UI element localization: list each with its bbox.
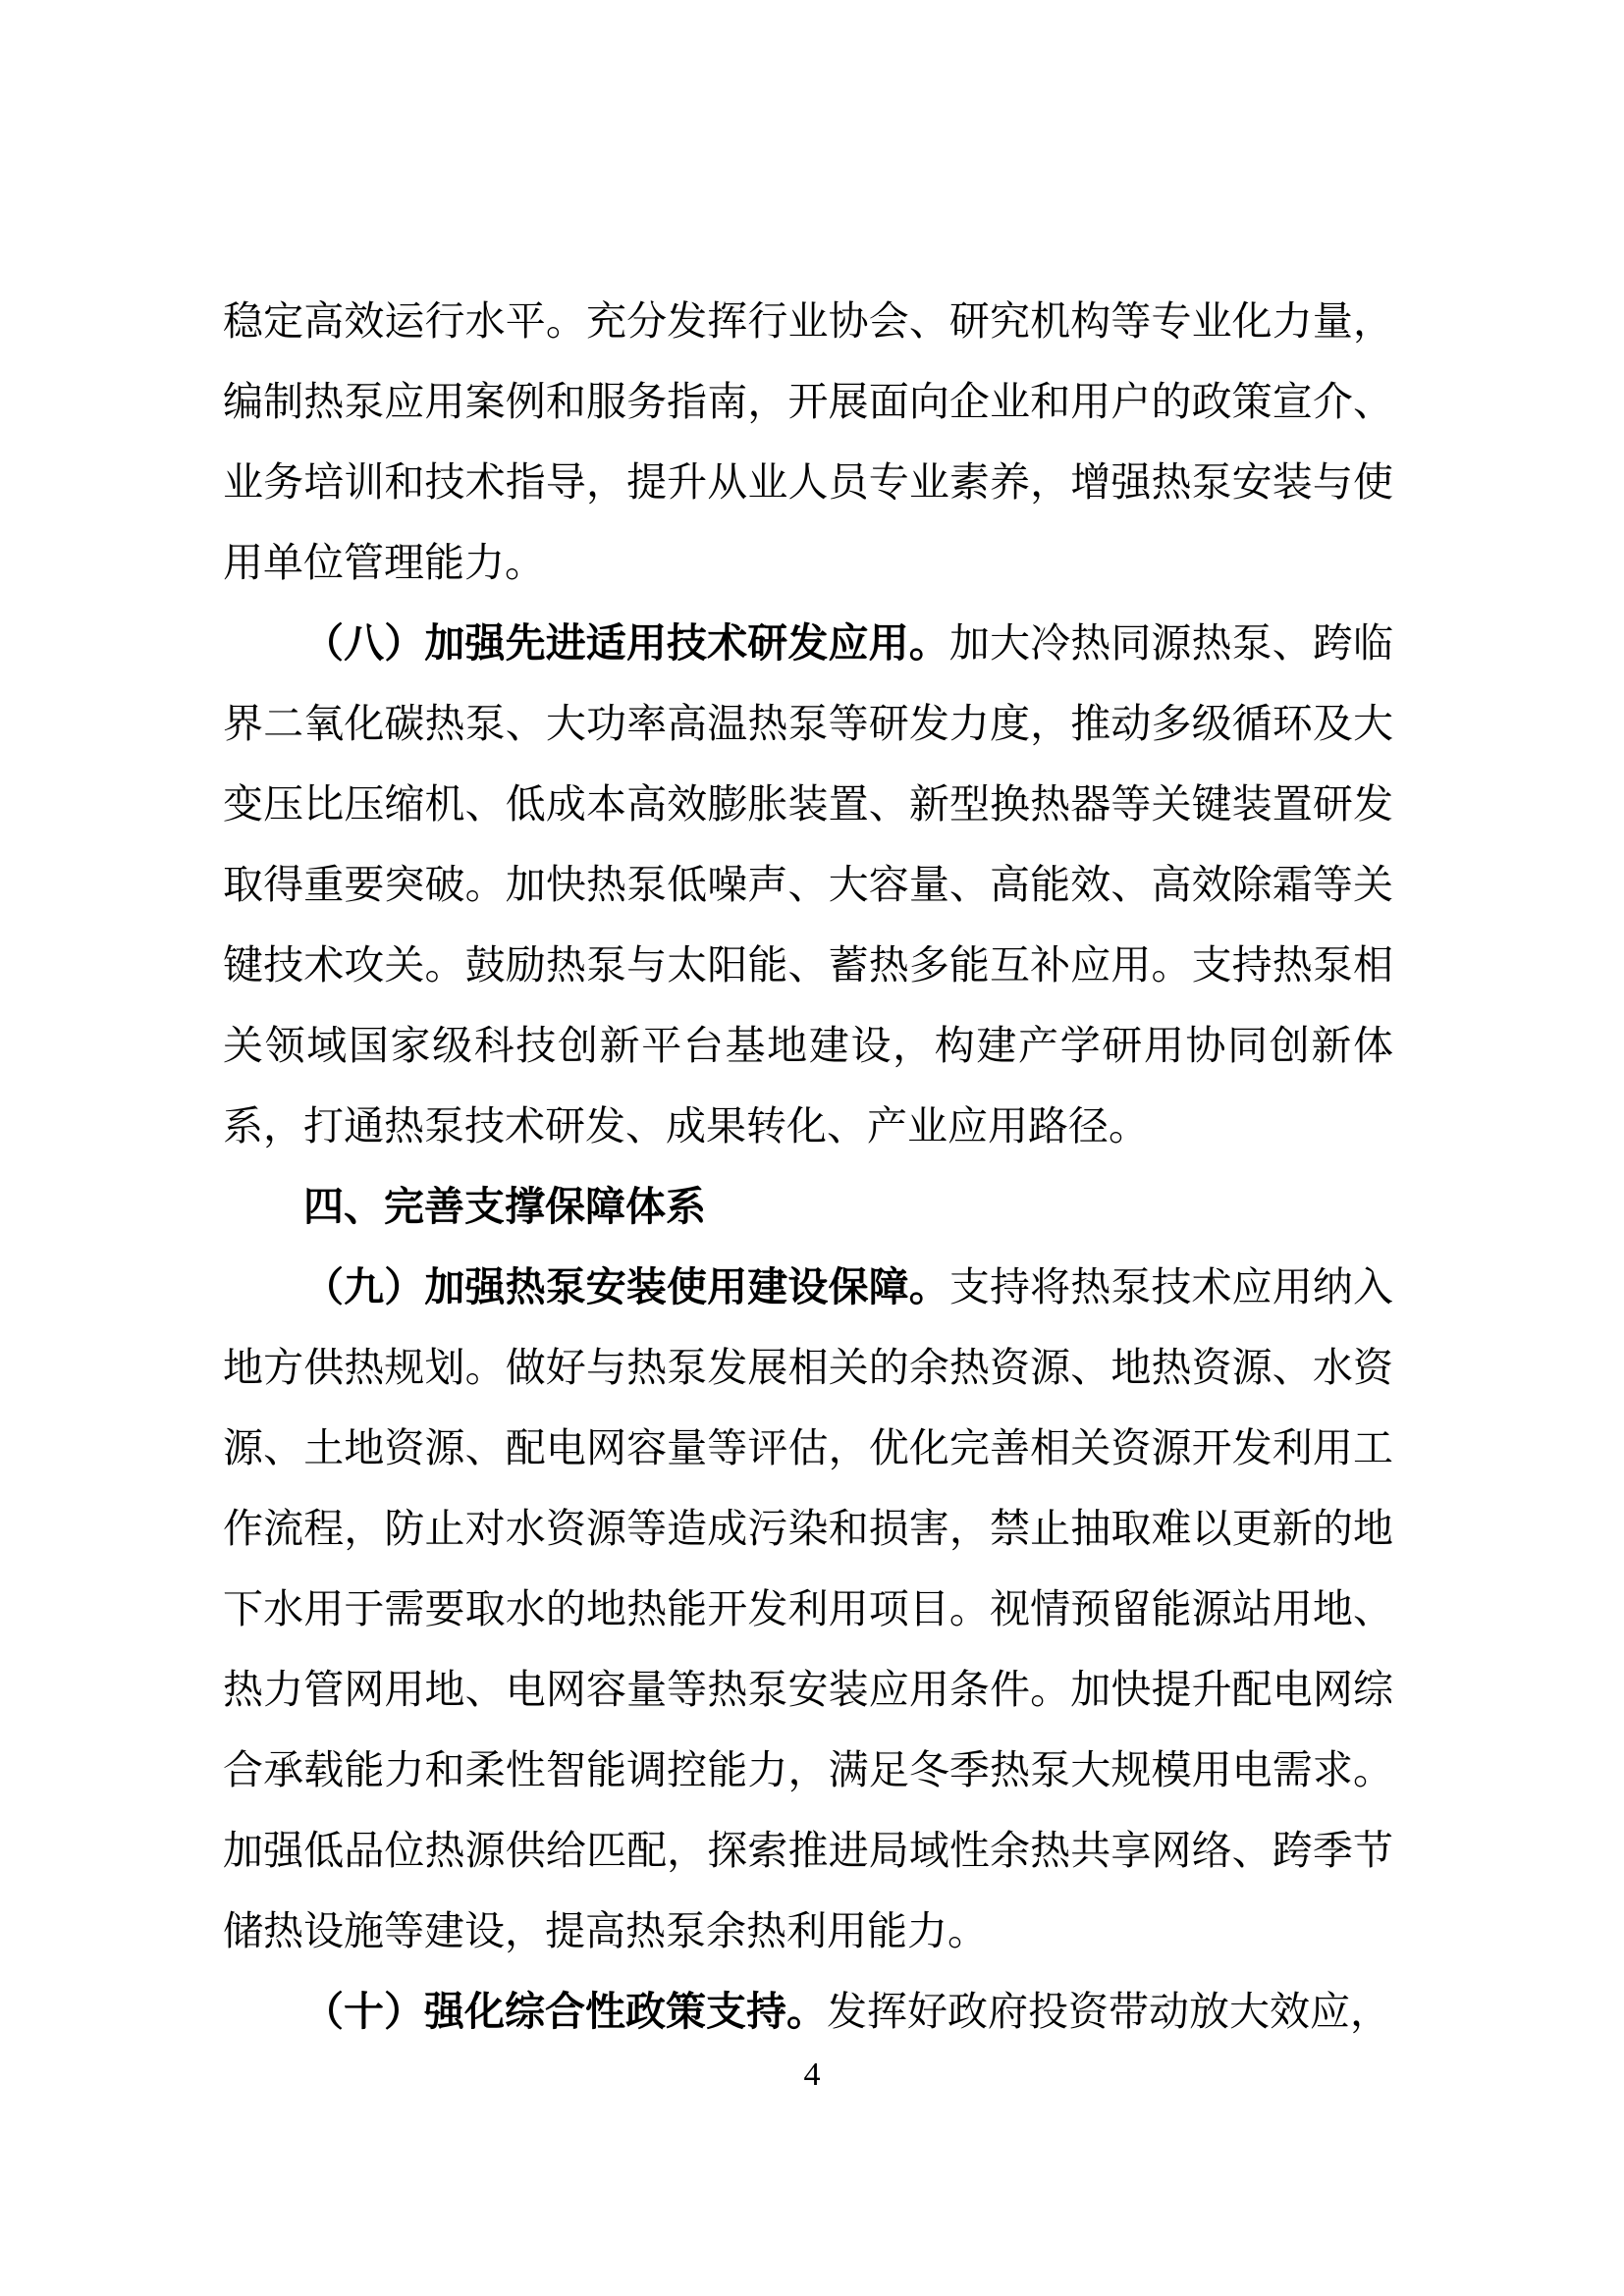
paragraph-text: 支持将热泵技术应用纳入地方供热规划。做好与热泵发展相关的余热资源、地热资源、水资源、土地资源、配电网容量等评估，优化完善相关资源开发利用工作流程，防止对水资源等造成污染和损害，禁止抽取难以更新的地下水用于需要取水的地热能开发利用项目。视情预留能源站用地、热力管网用地、电网容量等热泵安装应用条件。加快提升配电网综合承载能力和柔性智能调控能力，满足冬季热泵大规模用电需求。加强低品位热源供给匹配，探索推进局域性余热共享网络、跨季节储热设施等建设，提高热泵余热利用能力。 bbox=[223, 1264, 1394, 1953]
section-heading: 四、完善支撑保障体系 bbox=[303, 1184, 706, 1229]
paragraph-text: 稳定高效运行水平。充分发挥行业协会、研究机构等专业化力量，编制热泵应用案例和服务指南，开展面向企业和用户的政策宣介、业务培训和技术指导，提升从业人员专业素养，增强热泵安装与使用单位管理能力。 bbox=[223, 298, 1393, 585]
lead-in: （九）加强热泵安装使用建设保障。 bbox=[303, 1264, 949, 1309]
lead-in: （十）强化综合性政策支持。 bbox=[303, 1989, 827, 2034]
lead-in: （八）加强先进适用技术研发应用。 bbox=[303, 620, 949, 666]
page-number: 4 bbox=[803, 2056, 821, 2093]
paragraph bbox=[223, 1247, 1393, 1971]
paragraph-text: 发挥好政府投资带动放大效应， bbox=[827, 1989, 1390, 2034]
body-text bbox=[223, 281, 1393, 2052]
paragraph-text: 加大冷热同源热泵、跨临界二氧化碳热泵、大功率高温热泵等研发力度，推动多级循环及大变压比压缩机、低成本高效膨胀装置、新型换热器等关键装置研发取得重要突破。加快热泵低噪声、大容量、高能效、高效除霜等关键技术攻关。鼓励热泵与太阳能、蓄热多能互补应用。支持热泵相关领域国家级科技创新平台基地建设，构建产学研用协同创新体系，打通热泵技术研发、成果转化、产业应用路径。 bbox=[223, 620, 1394, 1148]
paragraph bbox=[223, 1971, 1393, 2052]
paragraph bbox=[223, 281, 1393, 603]
paragraph bbox=[223, 603, 1393, 1166]
